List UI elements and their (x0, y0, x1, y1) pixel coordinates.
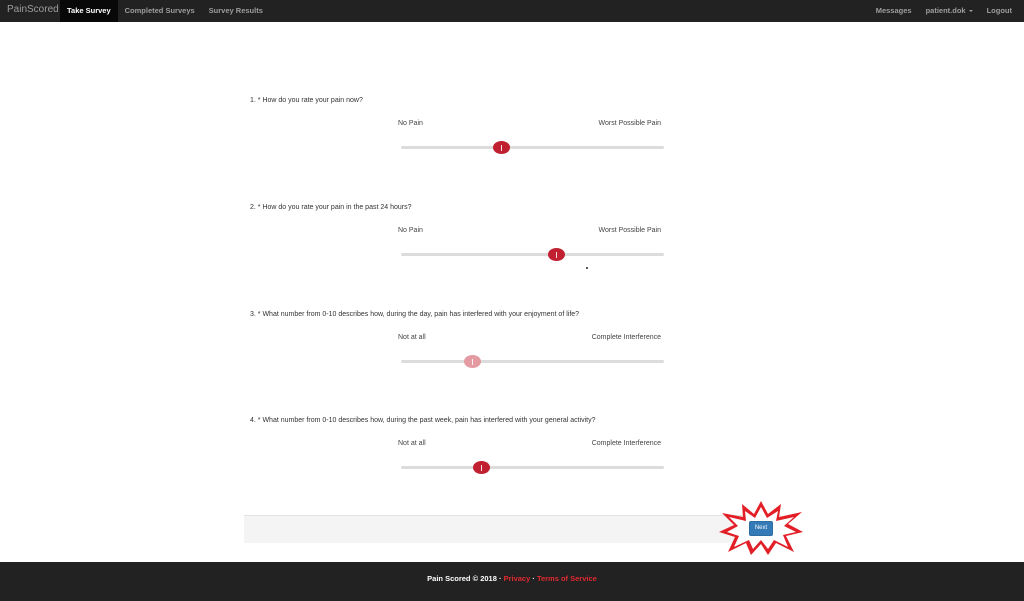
slider-max-label: Complete Interference (591, 440, 661, 447)
pain-slider-handle[interactable] (548, 248, 565, 261)
grip-icon (501, 145, 503, 151)
tab-survey-results[interactable]: Survey Results (208, 6, 263, 15)
question-text: 2. * How do you rate your pain in the past 24 hours? (250, 204, 412, 211)
user-nav (869, 0, 1019, 22)
footer-separator: · (530, 574, 537, 583)
grip-icon (472, 359, 474, 365)
pain-slider-track[interactable] (401, 146, 664, 149)
pain-slider-handle[interactable] (493, 141, 510, 154)
main-nav (60, 0, 270, 22)
slider-min-label: No Pain (398, 227, 423, 234)
mouse-cursor-dot (586, 267, 588, 269)
terms-link[interactable]: Terms of Service (536, 574, 597, 583)
slider-min-label: Not at all (398, 334, 426, 341)
slider-max-label: Complete Interference (591, 334, 661, 341)
page-footer (0, 562, 1024, 601)
grip-icon (556, 252, 558, 258)
pain-slider-track[interactable] (401, 253, 664, 256)
user-menu-dropdown[interactable] (919, 0, 980, 22)
footer-text (0, 574, 1024, 583)
interference-slider-track[interactable] (401, 360, 664, 363)
question-text: 1. * How do you rate your pain now? (250, 97, 363, 104)
messages-link[interactable]: Messages (875, 6, 912, 15)
slider-max-label: Worst Possible Pain (598, 227, 661, 234)
top-navbar (0, 0, 1024, 22)
slider-min-label: No Pain (398, 120, 423, 127)
tab-completed-surveys[interactable]: Completed Surveys (124, 6, 195, 15)
tab-take-survey[interactable]: Take Survey (60, 0, 118, 22)
slider-min-label: Not at all (398, 440, 426, 447)
question-text: 3. * What number from 0-10 describes how, during the day, pain has interfered with your enjoyment of life? (250, 311, 580, 318)
form-actions-bar (244, 515, 781, 543)
brand-logo[interactable]: PainScored (7, 4, 59, 15)
interference-slider-handle[interactable] (464, 355, 481, 368)
interference-slider-handle[interactable] (473, 461, 490, 474)
user-menu-label: patient.dok (925, 6, 966, 15)
logout-link[interactable]: Logout (986, 6, 1012, 15)
slider-max-label: Worst Possible Pain (598, 120, 661, 127)
question-text: 4. * What number from 0-10 describes how, during the past week, pain has interfered with your general activity? (250, 417, 596, 424)
interference-slider-track[interactable] (401, 466, 664, 469)
grip-icon (481, 465, 483, 471)
footer-copyright: Pain Scored © 2018 · (427, 574, 504, 583)
privacy-link[interactable]: Privacy (503, 574, 531, 583)
chevron-down-icon (969, 10, 973, 12)
next-button[interactable]: Next (749, 521, 773, 536)
